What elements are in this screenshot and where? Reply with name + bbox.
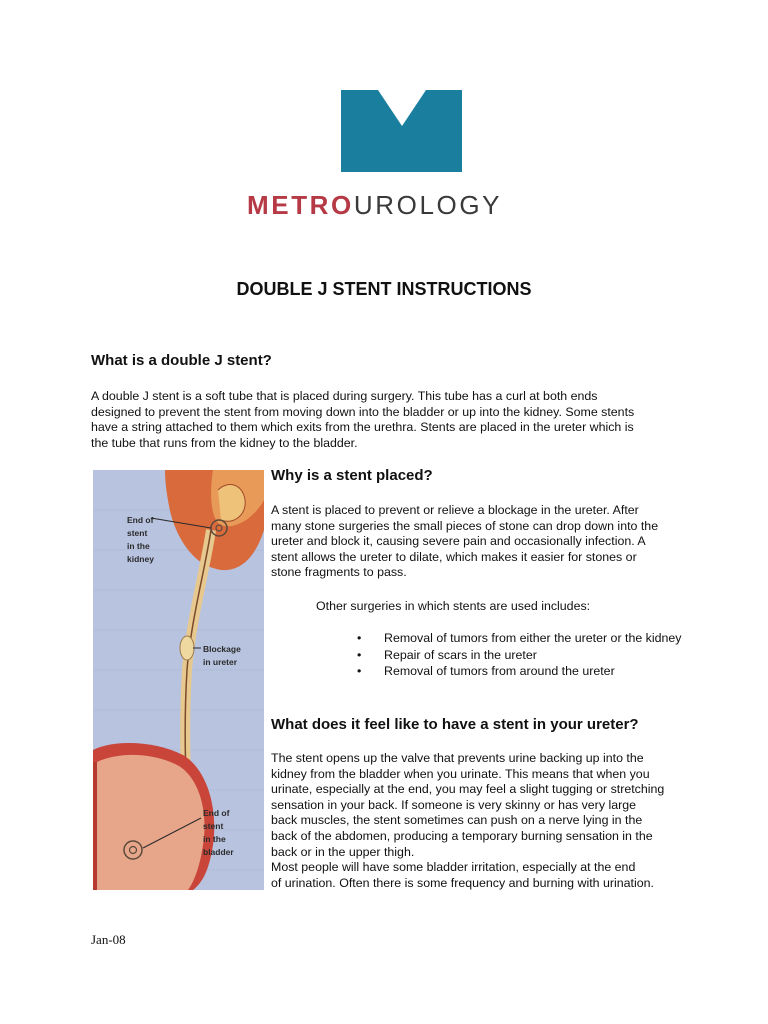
text-line: the tube that runs from the kidney to the bladder. <box>91 435 358 450</box>
text-line: A stent is placed to prevent or relieve a blockage in the ureter. After <box>271 503 639 517</box>
text-line: back or in the upper thigh. <box>271 844 415 859</box>
metro-urology-logo-mark <box>341 90 462 172</box>
list-item: • Repair of scars in the ureter <box>357 647 537 662</box>
metro-urology-logo-wordmark <box>247 190 502 220</box>
other-surgeries-list <box>357 630 697 680</box>
list-item: • Removal of tumors from around the ureter <box>357 664 615 678</box>
text-line: kidney from the bladder when you urinate. This means that when you <box>271 766 650 781</box>
text-line: Most people will have some bladder irritation, especially at the end <box>271 860 636 875</box>
what-is-paragraph <box>91 389 731 451</box>
why-paragraph <box>271 503 721 581</box>
heading-what-is: What is a double J stent? <box>91 352 272 369</box>
other-surgeries-intro: Other surgeries in which stents are used includes: <box>316 599 591 613</box>
list-item: • Removal of tumors from either the ureter or the kidney <box>357 631 682 645</box>
document-title: DOUBLE J STENT INSTRUCTIONS <box>236 279 532 299</box>
heading-why: Why is a stent placed? <box>271 467 433 484</box>
feel-paragraph <box>271 751 731 891</box>
text-line: have a string attached to them which exits from the urethra. Stents are placed in the ureter which is <box>91 420 634 435</box>
text-line: ureter and block it, causing severe pain and occasionally infection. A <box>271 534 646 549</box>
text-line: stone fragments to pass. <box>271 565 407 580</box>
heading-feel: What does it feel like to have a stent in your ureter? <box>271 716 639 733</box>
text-line: back muscles, the stent sometimes can push on a nerve lying in the <box>271 813 643 828</box>
stent-illustration <box>93 470 264 890</box>
text-line: A double J stent is a soft tube that is placed during surgery. This tube has a curl at both ends <box>91 389 598 403</box>
footer-date: Jan-08 <box>91 932 126 947</box>
text-line: designed to prevent the stent from moving down into the bladder or up into the kidney. Some stents <box>91 404 635 419</box>
logo-word-bold: METRO <box>247 190 354 220</box>
label-kidney-end: End of stent in the kidney <box>127 515 154 564</box>
label-blockage: Blockage in ureter <box>203 644 241 667</box>
text-line: The stent opens up the valve that prevents urine backing up into the <box>271 751 644 765</box>
label-bladder-end: End of stent in the bladder <box>203 808 234 857</box>
text-line: of urination. Often there is some frequency and burning with urination. <box>271 875 654 890</box>
text-line: many stone surgeries the small pieces of stone can drop down into the <box>271 518 659 533</box>
text-line: urinate, especially at the end, you may feel a slight tugging or stretching <box>271 782 665 797</box>
text-line: back of the abdomen, producing a temporary burning sensation in the <box>271 828 653 843</box>
text-line: stent allows the ureter to dilate, which makes it easier for stones or <box>271 549 637 564</box>
logo-word-light: UROLOGY <box>353 190 503 220</box>
text-line: sensation in your back. If someone is very skinny or has very large <box>271 797 637 812</box>
